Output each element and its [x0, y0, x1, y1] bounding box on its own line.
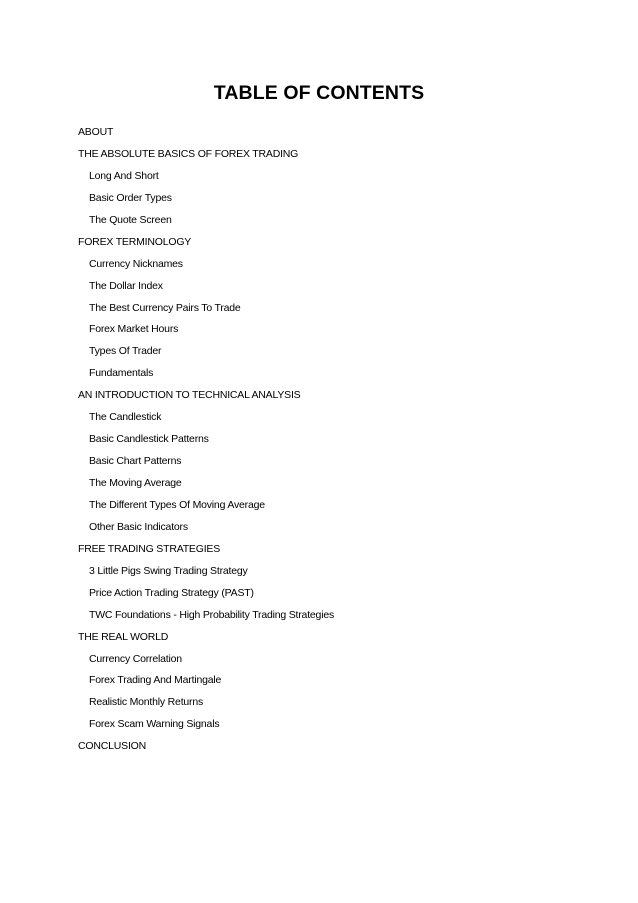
page-title: TABLE OF CONTENTS [213, 82, 425, 104]
toc-subsection-entry: Other Basic Indicators [89, 520, 188, 533]
toc-subsection-entry: The Best Currency Pairs To Trade [89, 301, 241, 314]
toc-subsection-entry: 3 Little Pigs Swing Trading Strategy [89, 564, 248, 577]
toc-subsection-entry: The Different Types Of Moving Average [89, 498, 265, 511]
toc-subsection-entry: Forex Market Hours [89, 323, 179, 336]
toc-section-heading: THE REAL WORLD [78, 630, 169, 643]
toc-subsection-entry: Forex Scam Warning Signals [89, 718, 220, 731]
table-of-contents [78, 122, 598, 758]
toc-subsection-entry: TWC Foundations - High Probability Trading Strategies [89, 608, 335, 621]
toc-subsection-entry: The Candlestick [89, 411, 162, 424]
toc-section-heading: AN INTRODUCTION TO TECHNICAL ANALYSIS [78, 389, 301, 402]
toc-section-heading: ABOUT [78, 126, 114, 138]
toc-subsection-entry: Fundamentals [89, 367, 154, 380]
toc-subsection-entry: Realistic Monthly Returns [89, 696, 204, 709]
toc-subsection-entry: Currency Nicknames [89, 257, 183, 270]
toc-section-heading: FOREX TERMINOLOGY [78, 235, 192, 248]
toc-subsection-entry: The Quote Screen [89, 213, 172, 226]
toc-subsection-entry: Currency Correlation [89, 652, 182, 665]
toc-subsection-entry: Basic Chart Patterns [89, 455, 182, 468]
toc-subsection-entry: Price Action Trading Strategy (PAST) [89, 586, 254, 599]
toc-subsection-entry: Basic Candlestick Patterns [89, 433, 209, 446]
toc-subsection-entry: Types Of Trader [89, 345, 162, 358]
toc-section-heading: THE ABSOLUTE BASICS OF FOREX TRADING [78, 147, 299, 160]
toc-subsection-entry: Basic Order Types [89, 191, 172, 204]
toc-subsection-entry: The Moving Average [89, 477, 182, 489]
toc-subsection-entry: The Dollar Index [89, 279, 163, 292]
toc-section-heading: CONCLUSION [78, 740, 147, 753]
toc-subsection-entry: Forex Trading And Martingale [89, 674, 222, 687]
toc-section-heading: FREE TRADING STRATEGIES [78, 542, 221, 555]
toc-subsection-entry: Long And Short [89, 169, 159, 182]
